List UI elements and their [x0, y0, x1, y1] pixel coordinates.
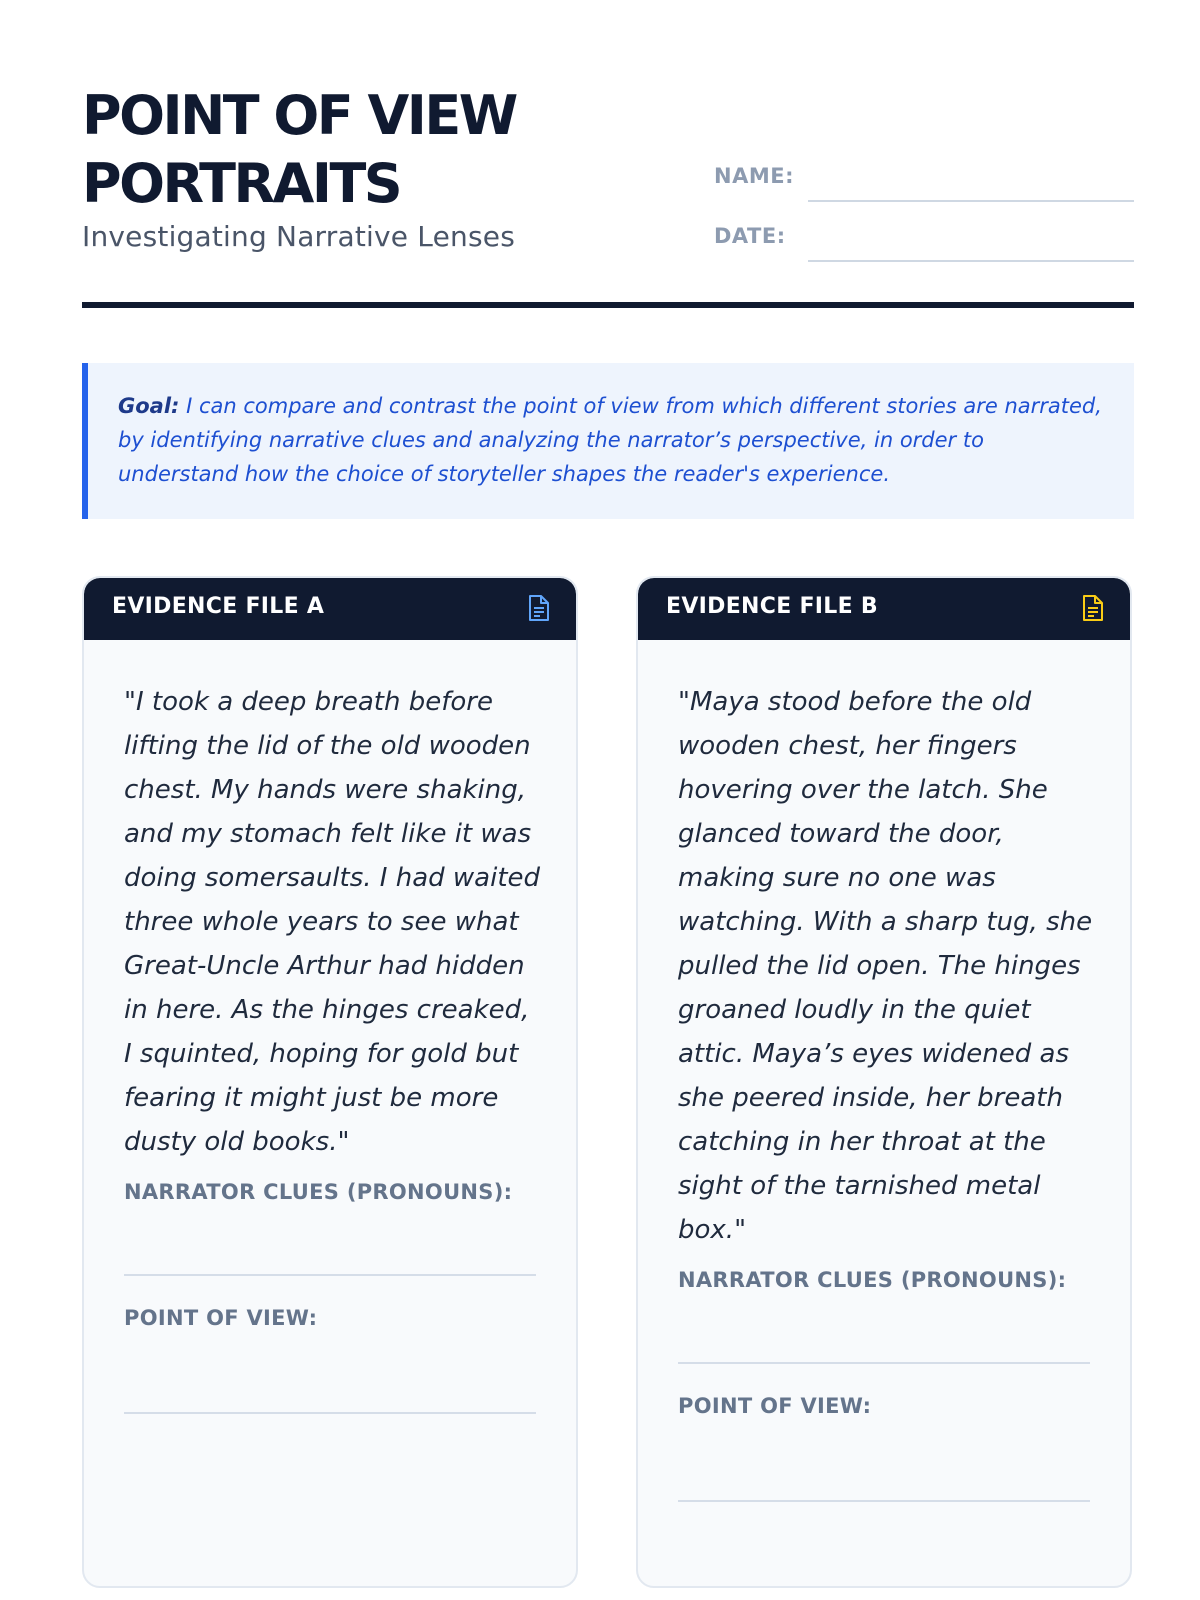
document-icon [528, 594, 550, 622]
point-of-view-label: POINT OF VIEW: [124, 1306, 318, 1330]
point-of-view-answer-line[interactable] [124, 1412, 536, 1414]
name-label: NAME: [714, 164, 794, 188]
narrator-clues-answer-line[interactable] [124, 1274, 536, 1276]
page-subtitle: Investigating Narrative Lenses [82, 220, 515, 253]
title-line-1: POINT OF VIEW [82, 84, 516, 147]
narrator-clues-label: NARRATOR CLUES (PRONOUNS): [678, 1268, 1067, 1292]
document-icon [1082, 594, 1104, 622]
evidence-passage: "I took a deep breath before lifting the lid of the old wooden chest. My hands were shaking, and my stomach felt like it was doing somersaults. I had waited three whole years to see what Great-Uncle Arthur had hidden in here. As the hinges creaked, I squinted, hoping for gold but fearing it might just be more dusty old books." [124, 687, 541, 1157]
evidence-card-header [638, 578, 1130, 640]
evidence-card-title: EVIDENCE FILE A [112, 594, 325, 619]
worksheet-header [82, 82, 1134, 312]
point-of-view-label: POINT OF VIEW: [678, 1394, 872, 1418]
header-divider [82, 302, 1134, 308]
worksheet-page [82, 0, 1134, 1600]
goal-box [82, 363, 1134, 519]
date-label: DATE: [714, 224, 786, 248]
narrator-clues-label: NARRATOR CLUES (PRONOUNS): [124, 1180, 513, 1204]
name-blank-line[interactable] [808, 200, 1134, 202]
date-blank-line[interactable] [808, 260, 1134, 262]
goal-label: Goal: [118, 394, 180, 418]
evidence-card-title: EVIDENCE FILE B [666, 594, 878, 619]
page-title [82, 82, 682, 218]
narrator-clues-answer-line[interactable] [678, 1362, 1090, 1364]
name-field [714, 164, 1134, 204]
evidence-passage: "Maya stood before the old wooden chest, her fingers hovering over the latch. She glanced toward the door, making sure no one was watching. With a sharp tug, she pulled the lid open. The hinges groaned loudly in the quiet attic. Maya’s eyes widened as she peered inside, her breath catching in her throat at the sight of the tarnished metal box." [678, 687, 1093, 1245]
evidence-card-b [636, 576, 1132, 1588]
evidence-card-header [84, 578, 576, 640]
title-line-2: PORTRAITS [82, 152, 401, 215]
date-field [714, 224, 1134, 264]
point-of-view-answer-line[interactable] [678, 1500, 1090, 1502]
evidence-card-a [82, 576, 578, 1588]
goal-text: I can compare and contrast the point of view from which different stories are narrated, by identifying narrative clues and analyzing the narrator’s perspective, in order to understand how the choice of storyteller shapes the reader's experience. [118, 394, 1102, 486]
